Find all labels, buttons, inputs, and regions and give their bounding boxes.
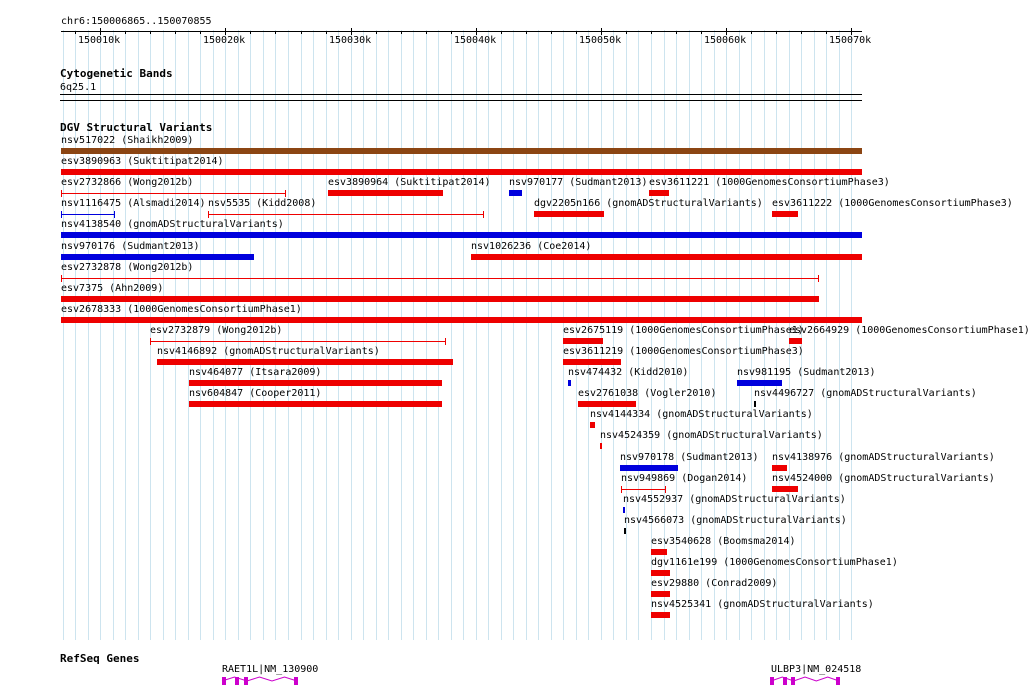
ruler-tick-label: 150010k bbox=[78, 35, 121, 46]
variant-line[interactable] bbox=[621, 489, 666, 490]
ruler-minor-tick bbox=[601, 31, 602, 34]
ruler-tick-label: 150050k bbox=[579, 35, 622, 46]
variant-end-tick bbox=[61, 190, 62, 197]
ruler-minor-tick bbox=[526, 31, 527, 34]
ruler-minor-tick bbox=[726, 31, 727, 34]
variant-line[interactable] bbox=[61, 214, 115, 215]
variant-label[interactable]: nsv474432 (Kidd2010) bbox=[568, 367, 689, 378]
ruler-minor-tick bbox=[75, 31, 76, 34]
ruler-minor-tick bbox=[676, 31, 677, 34]
variant-bar[interactable] bbox=[189, 380, 442, 386]
variant-label[interactable]: nsv4146892 (gnomADStructuralVariants) bbox=[157, 346, 380, 357]
variant-label[interactable]: esv2664929 (1000GenomesConsortiumPhase1) bbox=[789, 325, 1030, 336]
grid-line bbox=[526, 30, 527, 693]
ruler-minor-tick bbox=[175, 31, 176, 34]
ruler-minor-tick bbox=[651, 31, 652, 34]
variant-bar[interactable] bbox=[772, 211, 798, 217]
ruler-minor-tick bbox=[576, 31, 577, 34]
ruler-minor-tick bbox=[551, 31, 552, 34]
variant-end-tick bbox=[285, 190, 286, 197]
variant-label[interactable]: nsv970178 (Sudmant2013) bbox=[620, 452, 759, 463]
variant-label[interactable]: nsv4138540 (gnomADStructuralVariants) bbox=[61, 219, 284, 230]
cytoband-ideogram-bottom bbox=[60, 100, 862, 101]
grid-line bbox=[638, 30, 639, 693]
variant-bar[interactable] bbox=[61, 232, 862, 238]
variant-line[interactable] bbox=[61, 278, 819, 279]
grid-line bbox=[714, 30, 715, 693]
variant-label[interactable]: esv29880 (Conrad2009) bbox=[651, 578, 778, 589]
grid-line bbox=[751, 30, 752, 693]
variant-label[interactable]: esv3540628 (Boomsma2014) bbox=[651, 536, 796, 547]
grid-line bbox=[814, 30, 815, 693]
variant-end-tick bbox=[61, 275, 62, 282]
gene-intron bbox=[771, 677, 839, 681]
variant-bar[interactable] bbox=[649, 190, 669, 196]
ruler-minor-tick bbox=[826, 31, 827, 34]
ruler-minor-tick bbox=[100, 31, 101, 34]
gene-exon bbox=[222, 677, 226, 685]
variant-line[interactable] bbox=[208, 214, 484, 215]
gene-exon bbox=[235, 677, 239, 685]
refseq-track-title[interactable]: RefSeq Genes bbox=[60, 652, 140, 665]
variant-label[interactable]: esv2761038 (Vogler2010) bbox=[578, 388, 717, 399]
variant-end-tick bbox=[445, 338, 446, 345]
ruler-minor-tick bbox=[451, 31, 452, 34]
grid-line bbox=[513, 30, 514, 693]
ruler-minor-tick bbox=[225, 31, 226, 34]
grid-line bbox=[463, 30, 464, 693]
variant-end-tick bbox=[483, 211, 484, 218]
variant-bar[interactable] bbox=[620, 465, 678, 471]
variant-bar[interactable] bbox=[509, 190, 522, 196]
ruler-minor-tick bbox=[776, 31, 777, 34]
variant-label[interactable]: nsv604847 (Cooper2011) bbox=[189, 388, 322, 399]
variant-end-tick bbox=[621, 486, 622, 493]
grid-line bbox=[801, 30, 802, 693]
variant-label[interactable]: esv3611219 (1000GenomesConsortiumPhase3) bbox=[563, 346, 804, 357]
variant-label[interactable]: esv2678333 (1000GenomesConsortiumPhase1) bbox=[61, 304, 302, 315]
variant-bar[interactable] bbox=[651, 591, 670, 597]
variant-label[interactable]: esv2732878 (Wong2012b) bbox=[61, 262, 194, 273]
variant-label[interactable]: esv7375 (Ahn2009) bbox=[61, 283, 164, 294]
ruler-minor-tick bbox=[351, 31, 352, 34]
variant-bar[interactable] bbox=[789, 338, 802, 344]
ruler-minor-tick bbox=[301, 31, 302, 34]
variant-label[interactable]: nsv981195 (Sudmant2013) bbox=[737, 367, 876, 378]
variant-bar[interactable] bbox=[568, 380, 571, 386]
variant-label[interactable]: esv3611221 (1000GenomesConsortiumPhase3) bbox=[649, 177, 890, 188]
variant-label[interactable]: nsv464077 (Itsara2009) bbox=[189, 367, 322, 378]
variant-bar[interactable] bbox=[623, 507, 625, 513]
grid-line bbox=[851, 30, 852, 693]
variant-label[interactable]: nsv4566073 (gnomADStructuralVariants) bbox=[624, 515, 847, 526]
gene-exon bbox=[294, 677, 298, 685]
variant-bar[interactable] bbox=[189, 401, 442, 407]
variant-label[interactable]: nsv4552937 (gnomADStructuralVariants) bbox=[623, 494, 846, 505]
grid-line bbox=[551, 30, 552, 693]
variant-bar[interactable] bbox=[600, 443, 602, 449]
variant-label[interactable]: esv3611222 (1000GenomesConsortiumPhase3) bbox=[772, 198, 1013, 209]
variant-label[interactable]: nsv1026236 (Coe2014) bbox=[471, 241, 592, 252]
ruler-minor-tick bbox=[851, 31, 852, 34]
variant-bar[interactable] bbox=[624, 528, 626, 534]
refseq-track-area bbox=[0, 640, 890, 693]
variant-label[interactable]: nsv4524359 (gnomADStructuralVariants) bbox=[600, 430, 823, 441]
variant-label[interactable]: nsv4525341 (gnomADStructuralVariants) bbox=[651, 599, 874, 610]
ruler-minor-tick bbox=[701, 31, 702, 34]
gene-exon bbox=[836, 677, 840, 685]
variant-bar[interactable] bbox=[328, 190, 443, 196]
ruler-tick-label: 150020k bbox=[203, 35, 246, 46]
ruler-minor-tick bbox=[401, 31, 402, 34]
grid-line bbox=[839, 30, 840, 693]
grid-line bbox=[776, 30, 777, 693]
variant-bar[interactable] bbox=[61, 169, 862, 175]
variant-bar[interactable] bbox=[651, 612, 670, 618]
variant-end-tick bbox=[208, 211, 209, 218]
ruler-minor-tick bbox=[476, 31, 477, 34]
grid-line bbox=[789, 30, 790, 693]
variant-end-tick bbox=[818, 275, 819, 282]
variant-bar[interactable] bbox=[754, 401, 756, 407]
variant-bar[interactable] bbox=[61, 148, 862, 154]
gene-model[interactable] bbox=[222, 675, 299, 689]
variant-label[interactable]: nsv4524000 (gnomADStructuralVariants) bbox=[772, 473, 995, 484]
gene-label[interactable]: RAET1L|NM_130900 bbox=[222, 664, 319, 675]
grid-line bbox=[501, 30, 502, 693]
ruler-minor-tick bbox=[275, 31, 276, 34]
variant-label[interactable]: dgv1161e199 (1000GenomesConsortiumPhase1) bbox=[651, 557, 898, 568]
grid-line bbox=[476, 30, 477, 693]
ruler-minor-tick bbox=[426, 31, 427, 34]
grid-line bbox=[764, 30, 765, 693]
ruler-minor-tick bbox=[626, 31, 627, 34]
ruler-minor-tick bbox=[150, 31, 151, 34]
variant-bar[interactable] bbox=[563, 338, 603, 344]
grid-line bbox=[538, 30, 539, 693]
variant-label[interactable]: nsv4138976 (gnomADStructuralVariants) bbox=[772, 452, 995, 463]
variant-label[interactable]: nsv4144334 (gnomADStructuralVariants) bbox=[590, 409, 813, 420]
variant-label[interactable]: nsv5535 (Kidd2008) bbox=[208, 198, 317, 209]
gene-exon bbox=[783, 677, 787, 685]
variant-label[interactable]: esv3890963 (Suktitipat2014) bbox=[61, 156, 224, 167]
variant-bar[interactable] bbox=[651, 549, 667, 555]
variant-bar[interactable] bbox=[590, 422, 595, 428]
variant-label[interactable]: nsv517022 (Shaikh2009) bbox=[61, 135, 194, 146]
variant-line[interactable] bbox=[61, 193, 286, 194]
variant-end-tick bbox=[665, 486, 666, 493]
dgv-track-title[interactable]: DGV Structural Variants bbox=[60, 121, 213, 134]
variant-label[interactable]: nsv1116475 (Alsmadi2014) bbox=[61, 198, 206, 209]
variant-label[interactable]: esv2732879 (Wong2012b) bbox=[150, 325, 283, 336]
variant-label[interactable]: nsv970176 (Sudmant2013) bbox=[61, 241, 200, 252]
variant-label[interactable]: nsv4496727 (gnomADStructuralVariants) bbox=[754, 388, 977, 399]
ruler-minor-tick bbox=[376, 31, 377, 34]
variant-line[interactable] bbox=[150, 341, 446, 342]
ruler-tick-label: 150070k bbox=[829, 35, 872, 46]
variant-bar[interactable] bbox=[772, 486, 798, 492]
ruler-minor-tick bbox=[250, 31, 251, 34]
variant-label[interactable]: nsv949869 (Dogan2014) bbox=[621, 473, 748, 484]
variant-bar[interactable] bbox=[534, 211, 604, 217]
variant-label[interactable]: esv2732866 (Wong2012b) bbox=[61, 177, 194, 188]
variant-label[interactable]: nsv970177 (Sudmant2013) bbox=[509, 177, 648, 188]
grid-line bbox=[488, 30, 489, 693]
variant-bar[interactable] bbox=[578, 401, 636, 407]
ruler-minor-tick bbox=[200, 31, 201, 34]
cytoband-track-title[interactable]: Cytogenetic Bands bbox=[60, 67, 173, 80]
gene-exon bbox=[770, 677, 774, 685]
variant-end-tick bbox=[150, 338, 151, 345]
variant-bar[interactable] bbox=[563, 359, 621, 365]
cytoband-label[interactable]: 6q25.1 bbox=[60, 82, 97, 93]
variant-bar[interactable] bbox=[772, 465, 787, 471]
variant-label[interactable]: dgv2205n166 (gnomADStructuralVariants) bbox=[534, 198, 763, 209]
grid-line bbox=[676, 30, 677, 693]
grid-line bbox=[626, 30, 627, 693]
grid-line bbox=[826, 30, 827, 693]
ruler-tick-label: 150040k bbox=[454, 35, 497, 46]
variant-bar[interactable] bbox=[61, 317, 862, 323]
variant-bar[interactable] bbox=[157, 359, 453, 365]
gene-exon bbox=[791, 677, 795, 685]
variant-bar[interactable] bbox=[471, 254, 862, 260]
grid-line bbox=[739, 30, 740, 693]
ruler-minor-tick bbox=[751, 31, 752, 34]
grid-line bbox=[726, 30, 727, 693]
variant-bar[interactable] bbox=[737, 380, 782, 386]
grid-line bbox=[701, 30, 702, 693]
variant-bar[interactable] bbox=[651, 570, 670, 576]
variant-bar[interactable] bbox=[61, 254, 254, 260]
gene-intron bbox=[222, 677, 297, 681]
variant-end-tick bbox=[114, 211, 115, 218]
grid-line bbox=[689, 30, 690, 693]
gene-model[interactable] bbox=[771, 675, 841, 689]
gene-label[interactable]: ULBP3|NM_024518 bbox=[771, 664, 862, 675]
variant-bar[interactable] bbox=[61, 296, 819, 302]
ruler-minor-tick bbox=[125, 31, 126, 34]
ruler-minor-tick bbox=[501, 31, 502, 34]
cytoband-ideogram-top bbox=[60, 94, 862, 95]
location-label: chr6:150006865..150070855 bbox=[61, 16, 212, 27]
ruler-minor-tick bbox=[801, 31, 802, 34]
ruler-tick-label: 150030k bbox=[329, 35, 372, 46]
variant-end-tick bbox=[61, 211, 62, 218]
variant-label[interactable]: esv2675119 (1000GenomesConsortiumPhase1) bbox=[563, 325, 804, 336]
variant-label[interactable]: esv3890964 (Suktitipat2014) bbox=[328, 177, 491, 188]
ruler-minor-tick bbox=[326, 31, 327, 34]
ruler-tick-label: 150060k bbox=[704, 35, 747, 46]
gene-exon bbox=[244, 677, 248, 685]
